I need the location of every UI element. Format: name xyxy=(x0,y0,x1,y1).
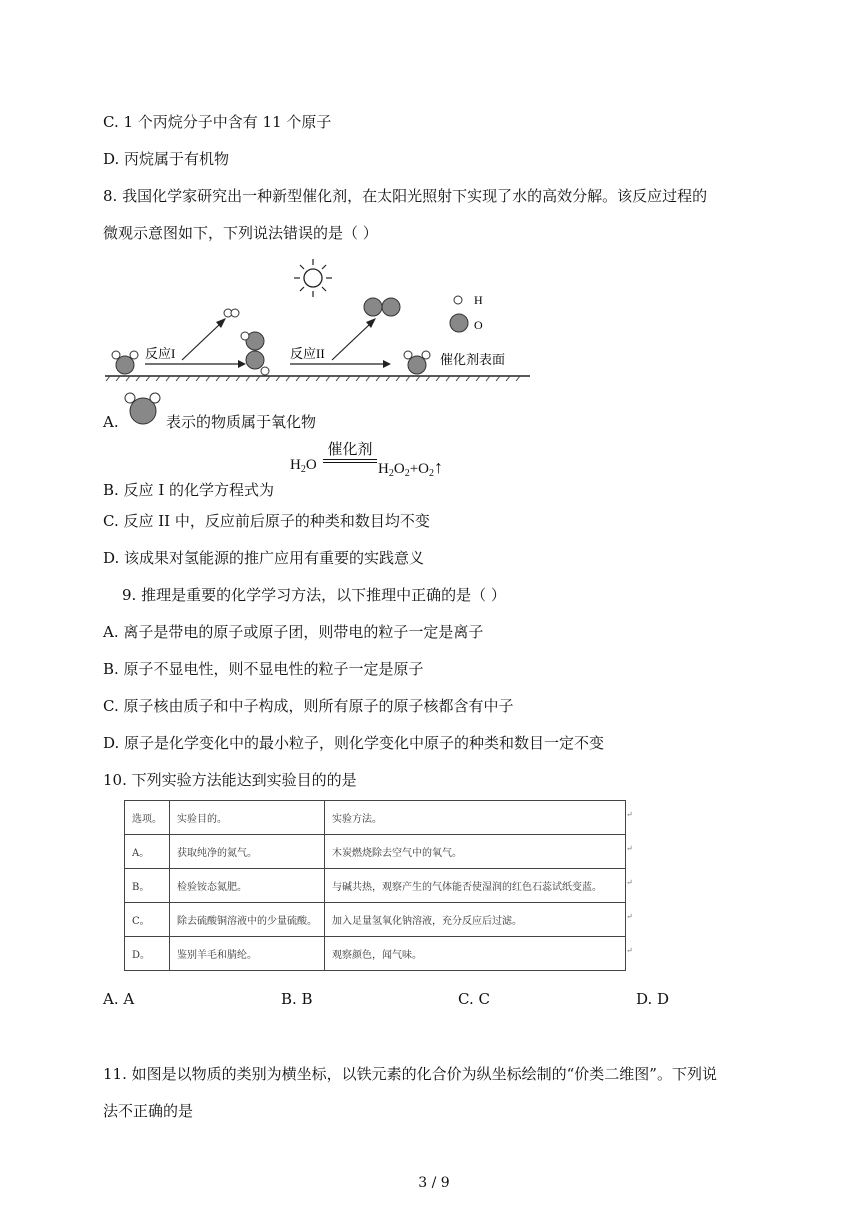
atom-legend xyxy=(450,293,483,332)
water-molecule-right xyxy=(404,351,430,374)
q8-stem-line1: 8. 我国化学家研究出一种新型催化剂，在太阳光照射下实现了水的高效分解。该反应过程的 xyxy=(103,187,708,205)
q9-option-d: D. 原子是化学变化中的最小粒子，则化学变化中原子的种类和数目一定不变 xyxy=(103,734,605,752)
row-end-mark: ↵ xyxy=(626,810,633,819)
water-molecule-icon xyxy=(121,391,161,427)
table-header-row xyxy=(125,801,626,835)
legend-o: O xyxy=(474,318,483,332)
row-end-mark: ↵ xyxy=(626,946,633,955)
q8-option-a-prefix: A. xyxy=(103,413,119,431)
q8-option-b: B. 反应 I 的化学方程式为 xyxy=(103,481,275,499)
q10-answer-c: C. C xyxy=(458,990,490,1008)
table-header: 实验目的。 xyxy=(170,801,325,835)
q9-option-c: C. 原子核由质子和中子构成，则所有原子的原子核都含有中子 xyxy=(103,697,514,715)
table-row xyxy=(125,835,626,869)
table-cell: 观察颜色，闻气味。 xyxy=(325,937,626,971)
q10-answer-a: A. A xyxy=(103,990,135,1008)
q8-stem-line2: 微观示意图如下，下列说法错误的是（ ） xyxy=(103,224,378,242)
hydrogen-peroxide-molecule xyxy=(241,332,269,375)
table-cell: 检验铵态氮肥。 xyxy=(170,869,325,903)
legend-h: H xyxy=(474,293,483,307)
reaction1-equation: $H_2O$ 催化剂 $H_2O_2+O_2↑$ xyxy=(290,438,470,478)
q10-answer-d: D. D xyxy=(636,990,670,1008)
reaction1-label: 反应I xyxy=(145,346,176,361)
table-row xyxy=(125,937,626,971)
q7-option-d: D. 丙烷属于有机物 xyxy=(103,150,230,168)
table-row xyxy=(125,903,626,937)
row-end-mark: ↵ xyxy=(626,878,633,887)
table-cell: 除去硫酸铜溶液中的少量硫酸。 xyxy=(170,903,325,937)
table-cell: A。 xyxy=(125,835,170,869)
row-end-mark: ↵ xyxy=(626,844,633,853)
row-end-mark: ↵ xyxy=(626,912,633,921)
table-cell: 获取纯净的氮气。 xyxy=(170,835,325,869)
table-row xyxy=(125,869,626,903)
surface-label: 催化剂表面 xyxy=(440,352,506,367)
q8-option-d: D. 该成果对氢能源的推广应用有重要的实践意义 xyxy=(103,549,425,567)
hydrogen-molecule xyxy=(224,309,239,317)
q10-stem: 10. 下列实验方法能达到实验目的的是 xyxy=(103,771,357,789)
q8-option-c: C. 反应 II 中，反应前后原子的种类和数目均不变 xyxy=(103,512,430,530)
q9-option-b: B. 原子不显电性，则不显电性的粒子一定是原子 xyxy=(103,660,424,678)
oxygen-molecule xyxy=(364,298,400,316)
table-cell: 木炭燃烧除去空气中的氧气。 xyxy=(325,835,626,869)
page-number: 3 / 9 xyxy=(418,1175,450,1191)
water-molecule xyxy=(112,351,138,374)
table-cell: 加入足量氢氧化钠溶液，充分反应后过滤。 xyxy=(325,903,626,937)
q9-stem: 9. 推理是重要的化学学习方法，以下推理中正确的是（ ） xyxy=(122,586,506,604)
table-cell: D。 xyxy=(125,937,170,971)
q8-option-a-text: 表示的物质属于氧化物 xyxy=(166,413,317,431)
catalyst-label: 催化剂 xyxy=(327,442,373,458)
q11-stem-line2: 法不正确的是 xyxy=(103,1102,194,1120)
catalyst-surface xyxy=(105,376,530,381)
q9-option-a: A. 离子是带电的原子或原子团，则带电的粒子一定是离子 xyxy=(103,623,484,641)
table-cell: C。 xyxy=(125,903,170,937)
table-cell: B。 xyxy=(125,869,170,903)
sun-icon xyxy=(294,259,332,297)
reaction-micro-diagram xyxy=(100,256,540,386)
table-cell: 与碱共热，观察产生的气体能否使湿润的红色石蕊试纸变蓝。 xyxy=(325,869,626,903)
table-header: 实验方法。 xyxy=(325,801,626,835)
reaction2-label: 反应II xyxy=(290,346,325,361)
table-cell: 鉴别羊毛和腈纶。 xyxy=(170,937,325,971)
q7-option-c: C. 1 个丙烷分子中含有 11 个原子 xyxy=(103,113,332,131)
table-header: 选项。 xyxy=(125,801,170,835)
q10-answer-b: B. B xyxy=(281,990,313,1008)
q11-stem-line1: 11. 如图是以物质的类别为横坐标，以铁元素的化合价为纵坐标绘制的“价类二维图”。下列说 xyxy=(103,1065,717,1083)
experiment-table xyxy=(124,800,626,971)
